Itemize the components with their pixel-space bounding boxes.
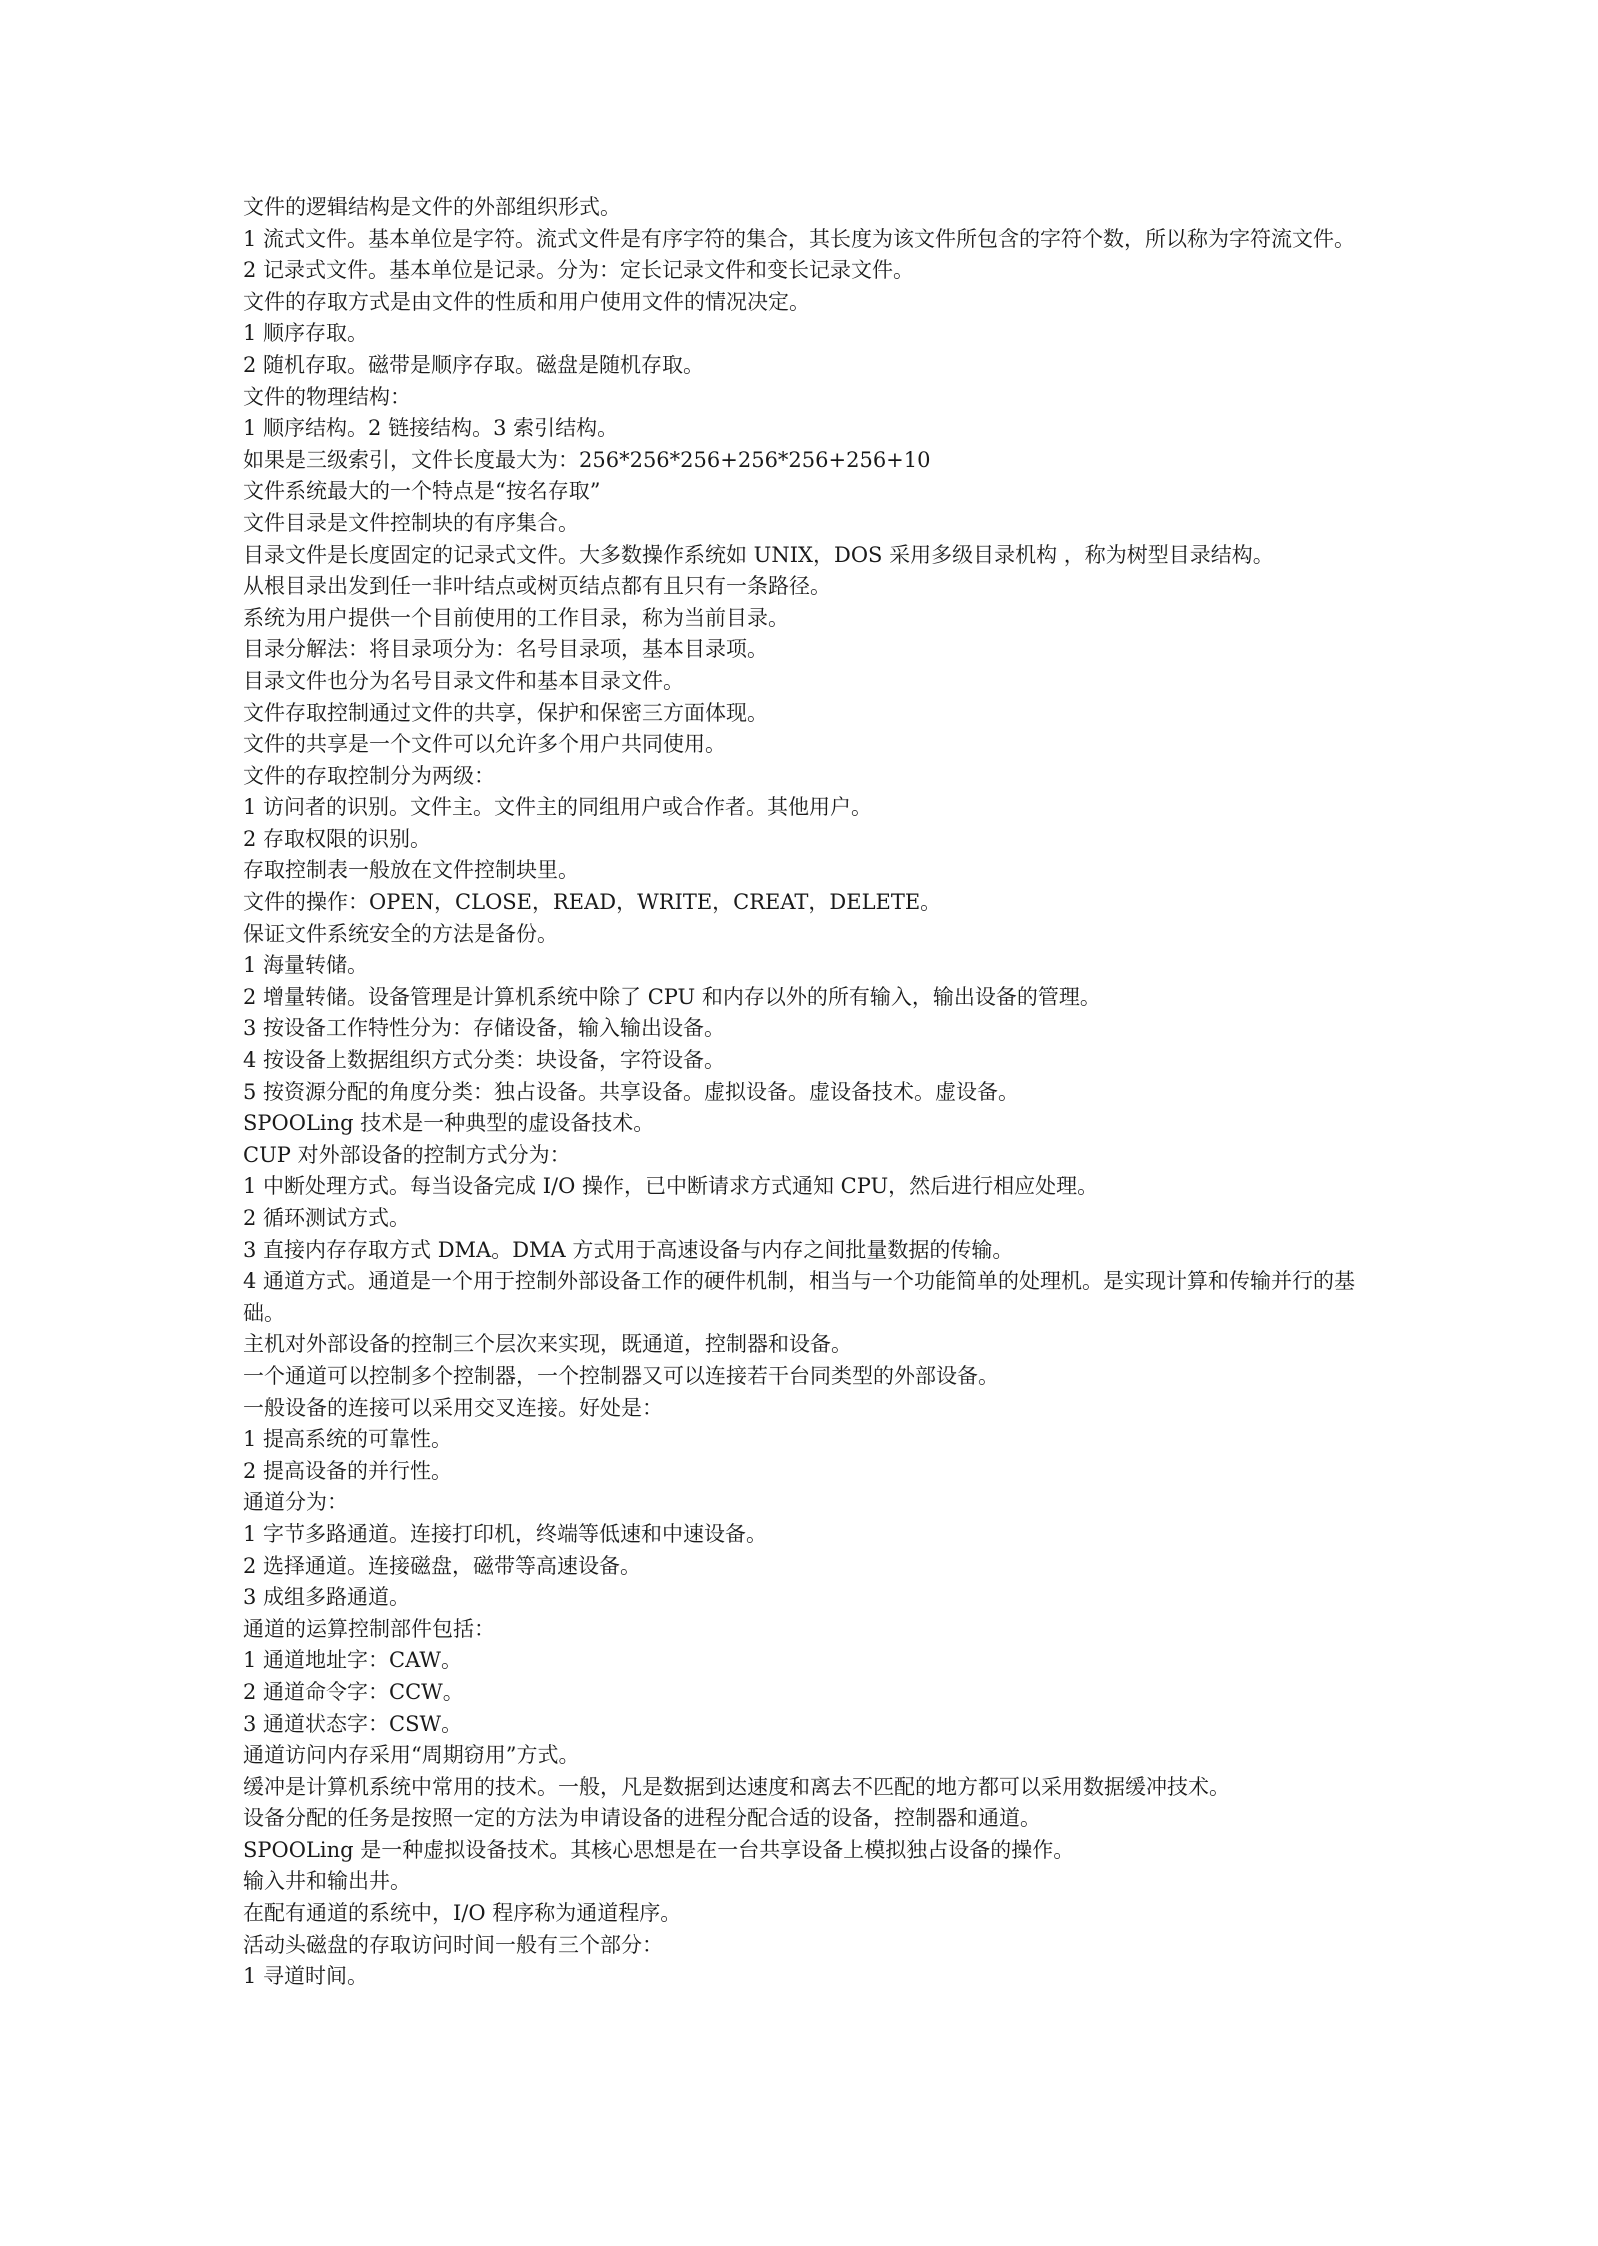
text-line: 1 海量转储。 bbox=[243, 953, 369, 978]
text-line: 输入井和输出井。 bbox=[243, 1869, 411, 1894]
document-body bbox=[243, 192, 1373, 1993]
text-line: 3 通道状态字：CSW。 bbox=[243, 1711, 463, 1736]
text-line: 1 顺序结构。2 链接结构。3 索引结构。 bbox=[243, 416, 619, 441]
text-line: 3 按设备工作特性分为：存储设备，输入输出设备。 bbox=[243, 1016, 726, 1041]
text-line: 1 中断处理方式。每当设备完成 I/O 操作，已中断请求方式通知 CPU，然后进行相应处理。 bbox=[243, 1174, 1099, 1199]
text-line: 文件系统最大的一个特点是“按名存取” bbox=[243, 479, 601, 504]
text-line: 通道分为： bbox=[243, 1490, 348, 1515]
text-line: 1 顺序存取。 bbox=[243, 321, 369, 346]
text-line: 从根目录出发到任一非叶结点或树页结点都有且只有一条路径。 bbox=[243, 574, 831, 599]
text-line: 1 通道地址字：CAW。 bbox=[243, 1648, 463, 1673]
text-line: 4 按设备上数据组织方式分类：块设备，字符设备。 bbox=[243, 1048, 726, 1073]
text-line: 通道访问内存采用“周期窃用”方式。 bbox=[243, 1743, 580, 1768]
text-line: 文件的物理结构： bbox=[243, 384, 411, 409]
text-line: 3 成组多路通道。 bbox=[243, 1585, 411, 1610]
text-line: 2 循环测试方式。 bbox=[243, 1206, 411, 1230]
text-line: 目录分解法：将目录项分为：名号目录项，基本目录项。 bbox=[243, 637, 768, 662]
text-line: SPOOLing 技术是一种典型的虚设备技术。 bbox=[243, 1111, 655, 1136]
text-line: 如果是三级索引，文件长度最大为：256*256*256+256*256+256+10 bbox=[243, 447, 931, 472]
text-line: 1 提高系统的可靠性。 bbox=[243, 1427, 453, 1452]
text-line: 2 通道命令字：CCW。 bbox=[243, 1679, 464, 1704]
text-line: 主机对外部设备的控制三个层次来实现，既通道，控制器和设备。 bbox=[243, 1332, 852, 1357]
text-line: 2 选择通道。连接磁盘，磁带等高速设备。 bbox=[243, 1553, 642, 1578]
text-line: 4 通道方式。通道是一个用于控制外部设备工作的硬件机制，相当与一个功能简单的处理机。是实现计算和传输并行的基础。 bbox=[243, 1269, 1356, 1325]
text-line: 文件的存取方式是由文件的性质和用户使用文件的情况决定。 bbox=[243, 289, 810, 314]
text-line: 2 随机存取。磁带是顺序存取。磁盘是随机存取。 bbox=[243, 352, 705, 377]
text-line: 通道的运算控制部件包括： bbox=[243, 1616, 495, 1641]
text-line: 活动头磁盘的存取访问时间一般有三个部分： bbox=[243, 1932, 663, 1957]
text-line: 文件目录是文件控制块的有序集合。 bbox=[243, 510, 579, 535]
text-line: 1 寻道时间。 bbox=[243, 1964, 369, 1989]
text-line: 3 直接内存存取方式 DMA。DMA 方式用于高速设备与内存之间批量数据的传输。 bbox=[243, 1237, 1014, 1262]
text-line: 1 流式文件。基本单位是字符。流式文件是有序字符的集合，其长度为该文件所包含的字符个数，所以称为字符流文件。 bbox=[243, 226, 1356, 251]
text-line: 2 增量转储。设备管理是计算机系统中除了 CPU 和内存以外的所有输入，输出设备的管理。 bbox=[243, 984, 1101, 1009]
text-line: 目录文件也分为名号目录文件和基本目录文件。 bbox=[243, 668, 684, 693]
text-line: 存取控制表一般放在文件控制块里。 bbox=[243, 858, 579, 883]
text-line: CUP 对外部设备的控制方式分为： bbox=[243, 1142, 571, 1167]
text-line: 文件的逻辑结构是文件的外部组织形式。 bbox=[243, 195, 621, 219]
text-line: 系统为用户提供一个目前使用的工作目录，称为当前目录。 bbox=[243, 605, 789, 630]
text-line: 缓冲是计算机系统中常用的技术。一般，凡是数据到达速度和离去不匹配的地方都可以采用数据缓冲技术。 bbox=[243, 1774, 1230, 1799]
text-line: 2 记录式文件。基本单位是记录。分为：定长记录文件和变长记录文件。 bbox=[243, 258, 915, 283]
text-line: 文件的共享是一个文件可以允许多个用户共同使用。 bbox=[243, 732, 726, 757]
text-line: 一个通道可以控制多个控制器，一个控制器又可以连接若干台同类型的外部设备。 bbox=[243, 1363, 999, 1388]
text-line: 文件存取控制通过文件的共享，保护和保密三方面体现。 bbox=[243, 700, 768, 725]
text-line: 目录文件是长度固定的记录式文件。大多数操作系统如 UNIX，DOS 采用多级目录机构 ，称为树型目录结构。 bbox=[243, 542, 1274, 567]
text-line: SPOOLing 是一种虚拟设备技术。其核心思想是在一台共享设备上模拟独占设备的操作。 bbox=[243, 1837, 1075, 1862]
text-line: 文件的操作：OPEN，CLOSE，READ，WRITE，CREAT，DELETE。 bbox=[243, 890, 942, 915]
text-line: 1 访问者的识别。文件主。文件主的同组用户或合作者。其他用户。 bbox=[243, 795, 873, 820]
text-line: 2 存取权限的识别。 bbox=[243, 826, 432, 851]
text-line: 2 提高设备的并行性。 bbox=[243, 1458, 453, 1483]
text-line: 5 按资源分配的角度分类：独占设备。共享设备。虚拟设备。虚设备技术。虚设备。 bbox=[243, 1079, 1020, 1104]
text-line: 在配有通道的系统中，I/O 程序称为通道程序。 bbox=[243, 1901, 682, 1926]
text-line: 一般设备的连接可以采用交叉连接。好处是： bbox=[243, 1395, 663, 1420]
text-line: 设备分配的任务是按照一定的方法为申请设备的进程分配合适的设备，控制器和通道。 bbox=[243, 1806, 1041, 1831]
text-line: 保证文件系统安全的方法是备份。 bbox=[243, 921, 558, 946]
text-line: 1 字节多路通道。连接打印机，终端等低速和中速设备。 bbox=[243, 1521, 768, 1546]
text-line: 文件的存取控制分为两级： bbox=[243, 763, 495, 788]
